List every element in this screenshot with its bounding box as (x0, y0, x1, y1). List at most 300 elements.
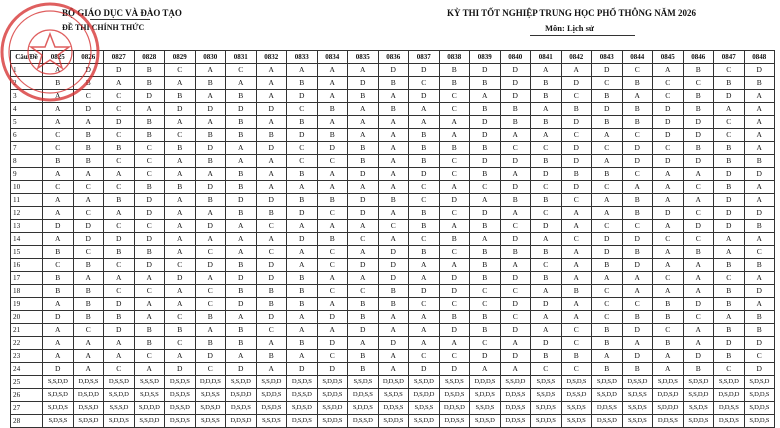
answer-cell: D (683, 350, 714, 363)
question-number: 18 (11, 285, 43, 298)
answer-cell: S,S,S,D (134, 376, 165, 389)
answer-cell: C (744, 246, 775, 259)
question-number: 4 (11, 103, 43, 116)
answer-cell: D (73, 233, 104, 246)
answer-cell: D,S,D,S (714, 415, 745, 428)
answer-cell: S,S,D,D (43, 376, 74, 389)
answer-cell: S,D,D,S (317, 389, 348, 402)
answer-cell: D (531, 168, 562, 181)
answer-cell: D (744, 363, 775, 376)
answer-cell: A (317, 168, 348, 181)
answer-cell: C (439, 246, 470, 259)
answer-cell: D (561, 142, 592, 155)
answer-cell: B (592, 337, 623, 350)
answer-cell: C (104, 129, 135, 142)
answer-cell: B (531, 116, 562, 129)
answer-cell: C (714, 116, 745, 129)
table-row (11, 337, 775, 350)
exam-code-header: 0830 (195, 51, 226, 64)
answer-cell: D (226, 272, 257, 285)
answer-cell: A (348, 103, 379, 116)
answer-cell: C (500, 142, 531, 155)
answer-cell: A (43, 233, 74, 246)
answer-cell: A (226, 77, 257, 90)
answer-cell: B (378, 103, 409, 116)
answer-cell: A (653, 194, 684, 207)
corner-header: Câu/Đề (11, 51, 43, 64)
answer-cell: D (195, 220, 226, 233)
answer-cell: D (195, 350, 226, 363)
answer-cell: D,S,S,D (561, 389, 592, 402)
answer-cell: B (683, 363, 714, 376)
table-row (11, 116, 775, 129)
answer-cell: D (561, 181, 592, 194)
answer-cell: B (470, 246, 501, 259)
answer-cell: S,S,D,S (256, 415, 287, 428)
answer-cell: C (134, 155, 165, 168)
answer-cell: D,D,S,D (653, 389, 684, 402)
exam-title: KỲ THI TỐT NGHIỆP TRUNG HỌC PHỔ THÔNG NĂM 2026 (447, 8, 696, 18)
answer-cell: D (43, 220, 74, 233)
answer-cell: D,S,D,S (256, 402, 287, 415)
answer-cell: A (195, 272, 226, 285)
answer-cell: C (683, 207, 714, 220)
answer-cell: S,D,D,S (683, 415, 714, 428)
answer-cell: B (165, 90, 196, 103)
answer-cell: D (622, 259, 653, 272)
table-row (11, 207, 775, 220)
answer-cell: A (195, 90, 226, 103)
answer-cell: D (622, 142, 653, 155)
answer-cell: D (348, 77, 379, 90)
ministry-underline (90, 19, 150, 20)
answer-cell: B (592, 259, 623, 272)
answer-cell: D (500, 324, 531, 337)
answer-cell: A (744, 142, 775, 155)
answer-cell: C (439, 155, 470, 168)
answer-cell: C (683, 311, 714, 324)
answer-cell: A (256, 168, 287, 181)
answer-cell: A (622, 90, 653, 103)
answer-cell: B (500, 246, 531, 259)
question-number: 19 (11, 298, 43, 311)
answer-cell: D (592, 233, 623, 246)
answer-cell: C (73, 207, 104, 220)
answer-cell: S,D,S,S (195, 389, 226, 402)
answer-cell: S,S,D,S (348, 376, 379, 389)
answer-cell: S,S,D,S (683, 402, 714, 415)
answer-cell: C (470, 337, 501, 350)
answer-cell: D (104, 324, 135, 337)
answer-cell: B (226, 337, 257, 350)
answer-cell: S,D,D,D (653, 402, 684, 415)
answer-cell: B (348, 142, 379, 155)
answer-cell: A (43, 298, 74, 311)
answer-cell: C (531, 207, 562, 220)
answer-cell: A (165, 155, 196, 168)
answer-cell: A (104, 207, 135, 220)
answer-cell: A (439, 129, 470, 142)
answer-cell: A (348, 246, 379, 259)
exam-code-header: 0838 (439, 51, 470, 64)
answer-cell: C (470, 298, 501, 311)
answer-cell: B (226, 285, 257, 298)
answer-cell: B (287, 168, 318, 181)
answer-cell: A (43, 103, 74, 116)
answer-cell: A (134, 363, 165, 376)
question-number: 14 (11, 233, 43, 246)
answer-cell: B (378, 298, 409, 311)
answer-cell: B (317, 103, 348, 116)
answer-cell: D (500, 272, 531, 285)
answer-cell: D,D,S,S (500, 415, 531, 428)
answer-cell: C (317, 155, 348, 168)
answer-cell: B (622, 77, 653, 90)
answer-cell: S,D,S,D (683, 376, 714, 389)
answer-cell: D (714, 337, 745, 350)
answer-cell: D (104, 233, 135, 246)
answer-cell: B (531, 246, 562, 259)
answer-cell: A (531, 233, 562, 246)
table-row (11, 194, 775, 207)
answer-cell: D (500, 233, 531, 246)
answer-cell: A (348, 181, 379, 194)
answer-cell: A (317, 272, 348, 285)
answer-cell: B (409, 155, 440, 168)
answer-cell: C (744, 350, 775, 363)
answer-cell: B (348, 350, 379, 363)
answer-cell: A (653, 181, 684, 194)
answer-cell: D (256, 194, 287, 207)
answer-cell: A (622, 181, 653, 194)
answer-cell: D (287, 363, 318, 376)
answer-cell: D (744, 168, 775, 181)
answer-cell: A (531, 324, 562, 337)
answer-cell: A (378, 129, 409, 142)
answer-cell: D (165, 363, 196, 376)
answer-cell: A (165, 350, 196, 363)
answer-cell: B (592, 116, 623, 129)
answer-cell: B (226, 207, 257, 220)
answer-cell: C (134, 350, 165, 363)
answer-cell: B (409, 142, 440, 155)
table-row (11, 272, 775, 285)
answer-cell: B (73, 285, 104, 298)
answer-cell: B (531, 90, 562, 103)
answer-cell: A (43, 90, 74, 103)
answer-cell: D (348, 168, 379, 181)
exam-code-header: 0843 (592, 51, 623, 64)
answer-cell: D (592, 246, 623, 259)
answer-cell: S,D,D,S (317, 376, 348, 389)
answer-cell: C (104, 155, 135, 168)
answer-cell: B (683, 64, 714, 77)
answer-cell: B (470, 142, 501, 155)
answer-cell: A (744, 103, 775, 116)
answer-cell: A (348, 337, 379, 350)
answer-cell: S,D,S,D (73, 415, 104, 428)
answer-cell: A (104, 350, 135, 363)
answer-cell: B (287, 77, 318, 90)
answer-cell: B (378, 285, 409, 298)
answer-cell: S,D,D,S (744, 389, 775, 402)
answer-cell: B (348, 311, 379, 324)
answer-cell: D (653, 155, 684, 168)
answer-cell: B (744, 259, 775, 272)
answer-cell: A (256, 337, 287, 350)
answer-cell: D (470, 64, 501, 77)
answer-cell: A (73, 116, 104, 129)
answer-cell: D,D,S,D (226, 415, 257, 428)
answer-cell: B (226, 324, 257, 337)
answer-cell: C (348, 233, 379, 246)
answer-cell: A (561, 298, 592, 311)
answer-cell: C (104, 259, 135, 272)
answer-cell: A (561, 311, 592, 324)
answer-cell: D,D,S,D (378, 376, 409, 389)
answer-cell: B (348, 298, 379, 311)
answer-cell: D,D,S,S (714, 402, 745, 415)
question-number: 12 (11, 207, 43, 220)
answer-cell: D (348, 194, 379, 207)
answer-cell: B (561, 103, 592, 116)
answer-cell: A (592, 272, 623, 285)
answer-cell: S,D,S,S (43, 415, 74, 428)
answer-cell: D (287, 233, 318, 246)
question-number: 11 (11, 194, 43, 207)
answer-cell: D (500, 90, 531, 103)
answer-cell: B (439, 64, 470, 77)
answer-cell: B (500, 194, 531, 207)
answer-cell: D (134, 207, 165, 220)
answer-cell: C (134, 142, 165, 155)
answer-cell: D,D,S,S (653, 415, 684, 428)
answer-cell: B (744, 311, 775, 324)
answer-cell: D (378, 64, 409, 77)
answer-cell: D (500, 64, 531, 77)
exam-code-header: 0846 (683, 51, 714, 64)
answer-cell: B (653, 298, 684, 311)
answer-cell: A (104, 272, 135, 285)
answer-cell: D (409, 64, 440, 77)
document-header (0, 0, 780, 48)
answer-cell: A (287, 350, 318, 363)
answer-cell: B (653, 311, 684, 324)
answer-cell: D,S,D,S (165, 415, 196, 428)
answer-cell: D (592, 64, 623, 77)
answer-cell: C (256, 246, 287, 259)
answer-cell: S,S,D,D (317, 402, 348, 415)
answer-cell: D (226, 298, 257, 311)
answer-cell: A (378, 142, 409, 155)
answer-cell: C (500, 220, 531, 233)
answer-cell: C (104, 181, 135, 194)
answer-cell: A (653, 220, 684, 233)
answer-cell: A (561, 259, 592, 272)
answer-cell: B (470, 103, 501, 116)
answer-cell: A (439, 181, 470, 194)
answer-cell: A (287, 181, 318, 194)
answer-cell: A (439, 116, 470, 129)
answer-cell: A (73, 194, 104, 207)
answer-cell: C (134, 220, 165, 233)
answer-cell: D (317, 337, 348, 350)
answer-cell: A (43, 337, 74, 350)
answer-cell: C (409, 233, 440, 246)
answer-cell: S,S,D,D (592, 389, 623, 402)
answer-cell: C (165, 129, 196, 142)
answer-cell: D (470, 207, 501, 220)
answer-cell: B (744, 324, 775, 337)
answer-cell: B (500, 103, 531, 116)
answer-cell: B (561, 168, 592, 181)
answer-cell: D (470, 116, 501, 129)
answer-cell: A (73, 350, 104, 363)
answer-cell: A (317, 298, 348, 311)
answer-cell: A (43, 168, 74, 181)
answer-cell: D (714, 168, 745, 181)
answer-cell: B (73, 298, 104, 311)
answer-cell: A (43, 324, 74, 337)
answer-cell: S,D,S,D (470, 415, 501, 428)
answer-cell: B (195, 129, 226, 142)
answer-cell: D,S,D,S (439, 389, 470, 402)
answer-cell: A (43, 207, 74, 220)
answer-cell: D (43, 363, 74, 376)
answer-cell: D (683, 298, 714, 311)
answer-cell: S,D,D,S (653, 376, 684, 389)
table-row (11, 376, 775, 389)
exam-code-header: 0827 (104, 51, 135, 64)
answer-cell: B (409, 220, 440, 233)
answer-cell: D (622, 233, 653, 246)
answer-cell: D (470, 350, 501, 363)
answer-cell: B (622, 103, 653, 116)
answer-cell: B (73, 142, 104, 155)
answer-cell: A (378, 181, 409, 194)
question-number: 5 (11, 116, 43, 129)
question-number: 16 (11, 259, 43, 272)
answer-cell: D (744, 64, 775, 77)
answer-cell: S,S,D,D (256, 376, 287, 389)
answer-cell: B (500, 116, 531, 129)
answer-cell: S,S,D,D (409, 376, 440, 389)
answer-cell: B (256, 285, 287, 298)
answer-cell: D (73, 64, 104, 77)
answer-cell: A (256, 181, 287, 194)
answer-cell: D,S,D,D (409, 389, 440, 402)
answer-cell: A (195, 233, 226, 246)
table-row (11, 129, 775, 142)
answer-cell: C (561, 324, 592, 337)
answer-cell: C (317, 246, 348, 259)
question-number: 3 (11, 90, 43, 103)
answer-cell: S,S,D,D (500, 376, 531, 389)
answer-cell: A (317, 324, 348, 337)
answer-cell: C (592, 77, 623, 90)
answer-cell: C (226, 64, 257, 77)
answer-cell: B (317, 194, 348, 207)
answer-cell: B (439, 233, 470, 246)
answer-cell: S,D,D,S (348, 402, 379, 415)
answer-cell: B (256, 298, 287, 311)
answer-cell: D,D,S,S (73, 376, 104, 389)
answer-cell: C (531, 363, 562, 376)
exam-code-header: 0825 (43, 51, 74, 64)
answer-cell: A (653, 363, 684, 376)
answer-cell: B (592, 324, 623, 337)
answer-cell: C (439, 168, 470, 181)
answer-cell: C (256, 324, 287, 337)
answer-cell: A (500, 337, 531, 350)
answer-cell: S,S,D,D (226, 376, 257, 389)
answer-cell: B (226, 116, 257, 129)
answer-cell: A (165, 207, 196, 220)
answer-cell: A (256, 64, 287, 77)
answer-cell: D,S,S,D (287, 389, 318, 402)
answer-cell: B (714, 324, 745, 337)
answer-cell: B (195, 77, 226, 90)
exam-code-header: 0831 (226, 51, 257, 64)
answer-cell: B (134, 246, 165, 259)
answer-cell: S,D,S,S (134, 389, 165, 402)
answer-cell: D (287, 90, 318, 103)
answer-cell: A (744, 194, 775, 207)
table-row (11, 233, 775, 246)
answer-cell: B (714, 181, 745, 194)
answer-cell: C (653, 142, 684, 155)
answer-cell: D,D,S,S (439, 415, 470, 428)
answer-cell: D (195, 181, 226, 194)
answer-cell: D,S,D,S (287, 376, 318, 389)
answer-cell: B (439, 142, 470, 155)
answer-cell: D (470, 129, 501, 142)
answer-cell: D (317, 311, 348, 324)
answer-cell: B (73, 155, 104, 168)
answer-cell: A (561, 272, 592, 285)
answer-cell: A (165, 116, 196, 129)
answer-cell: C (592, 285, 623, 298)
answer-cell: A (409, 259, 440, 272)
answer-cell: B (134, 64, 165, 77)
answer-cell: A (470, 194, 501, 207)
answer-cell: D (561, 116, 592, 129)
answer-cell: A (378, 350, 409, 363)
answer-cell: C (378, 220, 409, 233)
answer-cell: S,S,D,S (439, 376, 470, 389)
answer-cell: B (470, 168, 501, 181)
answer-cell: A (43, 350, 74, 363)
answer-cell: C (104, 285, 135, 298)
answer-cell: S,S,D,S (531, 389, 562, 402)
answer-cell: B (226, 129, 257, 142)
answer-cell: B (287, 272, 318, 285)
answer-cell: C (714, 272, 745, 285)
answer-cell: S,S,D,D (134, 415, 165, 428)
answer-cell: D (714, 207, 745, 220)
answer-cell: A (653, 350, 684, 363)
answer-cell: D (256, 272, 287, 285)
answer-cell: D (104, 298, 135, 311)
answer-cell: D (134, 233, 165, 246)
answer-cell: S,D,S,D (43, 389, 74, 402)
answer-cell: D (622, 155, 653, 168)
answer-cell: A (287, 64, 318, 77)
table-row (11, 246, 775, 259)
answer-cell: C (653, 77, 684, 90)
answer-cell: B (622, 207, 653, 220)
answer-cell: B (622, 194, 653, 207)
